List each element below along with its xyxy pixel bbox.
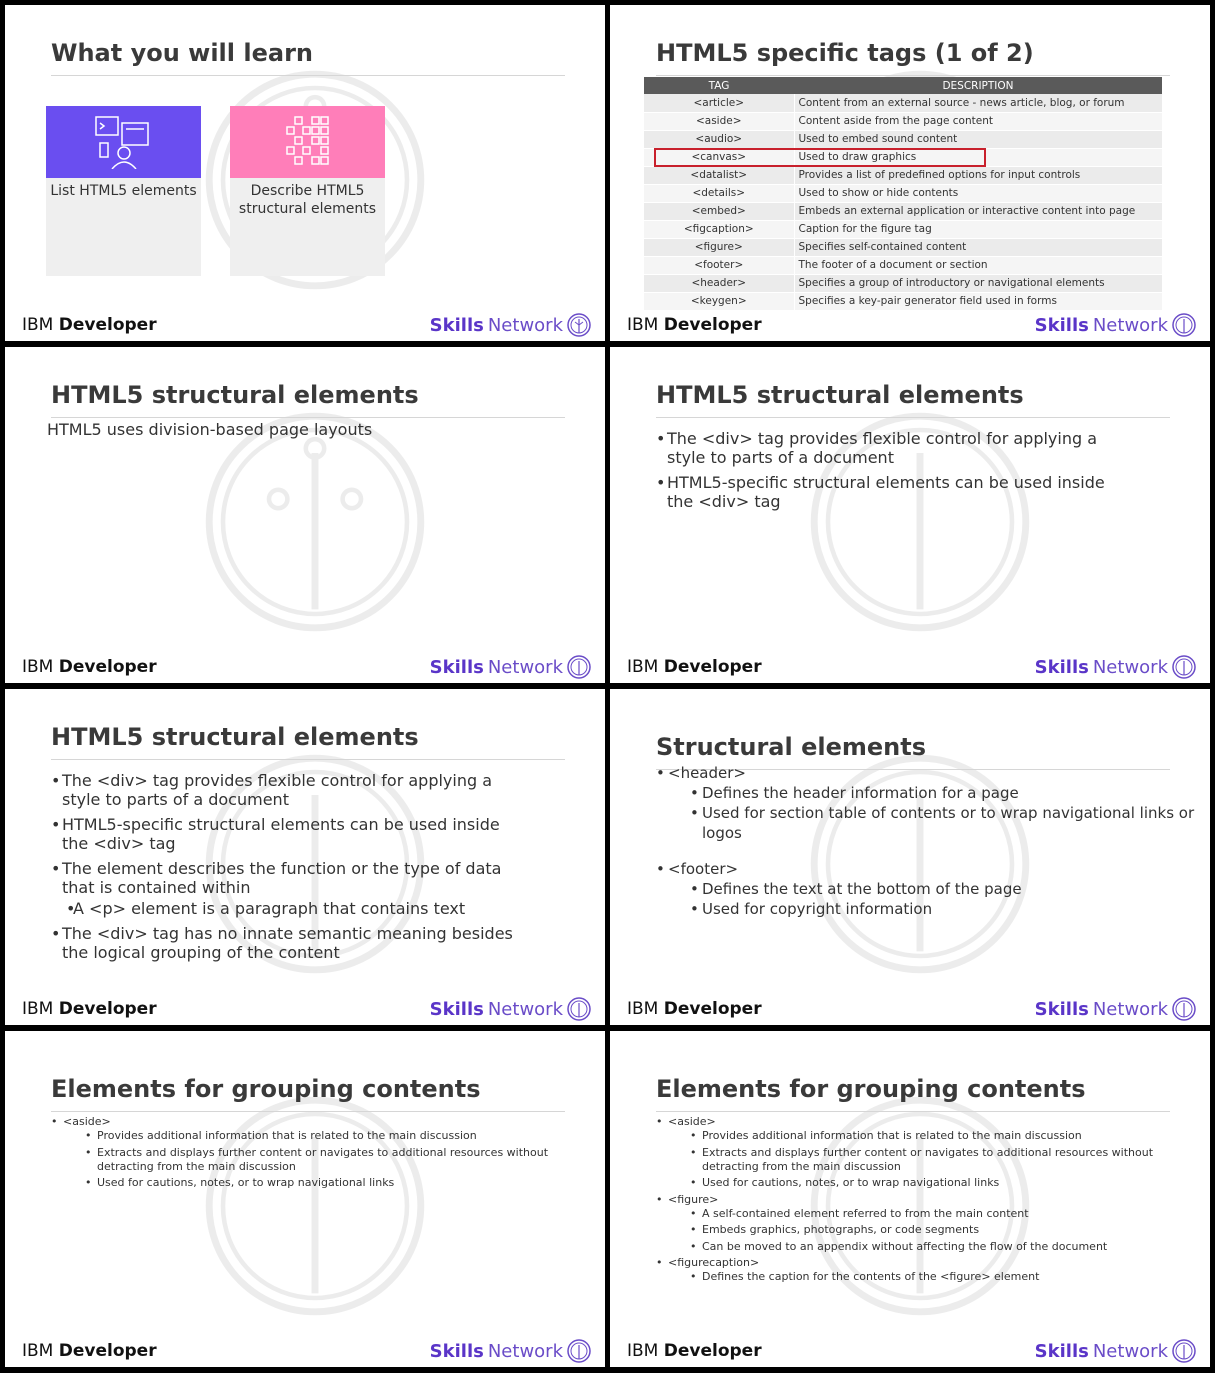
slide-title: HTML5 structural elements [51, 381, 565, 418]
tree-watermark-icon [200, 407, 430, 637]
list-sub-item: • Provides additional information that is related to the main discussion [668, 1129, 1166, 1143]
list-sub-item: • Defines the header information for a page [668, 783, 1196, 803]
bullet-list [656, 429, 1136, 517]
description-cell: Used to draw graphics [794, 148, 1162, 166]
tags-table [644, 77, 1162, 311]
description-cell: Used to show or hide contents [794, 184, 1162, 202]
table-row [644, 94, 1162, 112]
tag-cell: <embed> [644, 202, 794, 220]
slide-grouping-contents-aside[interactable] [5, 1031, 605, 1367]
ibm-developer-logo: IBM Developer [627, 657, 762, 677]
bullet-list [656, 763, 1196, 935]
structure-blocks-icon [281, 115, 335, 169]
skills-network-logo: Skills Network [430, 655, 591, 679]
tree-logo-icon [1172, 313, 1196, 337]
list-sub-item: • Defines the text at the bottom of the page [668, 879, 1196, 899]
list-sub-item: • Defines the caption for the contents of the <figure> element [668, 1270, 1166, 1284]
table-row [644, 112, 1162, 130]
description-cell: Provides a list of predefined options for input controls [794, 166, 1162, 184]
tree-logo-icon [567, 997, 591, 1021]
table-row [644, 166, 1162, 184]
description-cell: Used to embed sound content [794, 130, 1162, 148]
bullet-list [51, 1115, 561, 1193]
card-label: List HTML5 elements [50, 183, 197, 199]
skills-network-logo: Skills Network [430, 997, 591, 1021]
ibm-developer-logo: IBM Developer [22, 315, 157, 335]
tag-cell: <details> [644, 184, 794, 202]
table-header-description: DESCRIPTION [794, 77, 1162, 94]
list-item: • The <div> tag provides flexible control for applying a style to parts of a document [656, 429, 1136, 467]
tree-logo-icon [1172, 1339, 1196, 1363]
list-item: • The <div> tag has no innate semantic meaning besides the logical grouping of the content [51, 924, 531, 962]
description-cell: Embeds an external application or interactive content into page [794, 202, 1162, 220]
slide-title: HTML5 structural elements [51, 723, 565, 760]
slide-what-you-will-learn[interactable] [5, 5, 605, 341]
slide-body-text: HTML5 uses division-based page layouts [47, 420, 373, 439]
tree-logo-icon [567, 1339, 591, 1363]
slide-title: HTML5 specific tags (1 of 2) [656, 39, 1170, 76]
list-sub-item: • A <p> element is a paragraph that contains text [51, 899, 531, 918]
list-item: • <footer> • Defines the text at the bottom of the page • Used for copyright information [656, 859, 1196, 919]
ibm-developer-logo: IBM Developer [22, 1341, 157, 1361]
skills-network-logo: Skills Network [1035, 997, 1196, 1021]
tree-logo-icon [567, 655, 591, 679]
table-row [644, 202, 1162, 220]
description-cell: Specifies self-contained content [794, 238, 1162, 256]
slide-title: What you will learn [51, 39, 565, 76]
table-row [644, 292, 1162, 310]
list-sub-item: • Used for section table of contents or to wrap navigational links or logos [668, 803, 1196, 843]
table-row [644, 130, 1162, 148]
list-sub-item: • Embeds graphics, photographs, or code segments [668, 1223, 1166, 1237]
skills-network-logo: Skills Network [430, 1339, 591, 1363]
description-cell: Content from an external source - news article, blog, or forum [794, 94, 1162, 112]
table-row [644, 220, 1162, 238]
tag-cell: <audio> [644, 130, 794, 148]
slide-structural-elements-detail[interactable] [5, 689, 605, 1025]
tag-cell: <header> [644, 274, 794, 292]
list-item: • <aside> • Provides additional information that is related to the main discussion • Extracts and displays further content or navigates to additional resources without detracting from the main discussion • Used for cautions, notes, or to wrap navigational links [656, 1115, 1166, 1190]
description-cell: Specifies a group of introductory or navigational elements [794, 274, 1162, 292]
slide-title: Elements for grouping contents [51, 1075, 565, 1112]
ibm-developer-logo: IBM Developer [22, 657, 157, 677]
tag-cell: <canvas> [644, 148, 794, 166]
card-label: Describe HTML5 structural elements [238, 183, 377, 217]
bullet-list [656, 1115, 1166, 1287]
list-sub-item: • Used for cautions, notes, or to wrap navigational links [668, 1176, 1166, 1190]
tag-cell: <datalist> [644, 166, 794, 184]
slide-title: HTML5 structural elements [656, 381, 1170, 418]
list-item: • <figurecaption> • Defines the caption for the contents of the <figure> element [656, 1256, 1166, 1284]
slide-html5-specific-tags[interactable] [610, 5, 1210, 341]
list-sub-item: • Provides additional information that is related to the main discussion [63, 1129, 561, 1143]
description-cell: Specifies a key-pair generator field used in forms [794, 292, 1162, 310]
slide-structural-elements-header-footer[interactable] [610, 689, 1210, 1025]
list-sub-item: • Can be moved to an appendix without affecting the flow of the document [668, 1240, 1166, 1254]
ibm-developer-logo: IBM Developer [627, 1341, 762, 1361]
list-item: • The element describes the function or the type of data that is contained within [51, 859, 531, 897]
tree-logo-icon [1172, 997, 1196, 1021]
list-sub-item: • Extracts and displays further content or navigates to additional resources without detracting from the main discussion [668, 1146, 1166, 1174]
tree-logo-icon [1172, 655, 1196, 679]
ibm-developer-logo: IBM Developer [627, 315, 762, 335]
table-row [644, 238, 1162, 256]
tag-cell: <aside> [644, 112, 794, 130]
tag-cell: <footer> [644, 256, 794, 274]
slide-title: Elements for grouping contents [656, 1075, 1170, 1112]
slide-structural-elements-intro[interactable] [5, 347, 605, 683]
learning-card-describe-structural [230, 106, 385, 276]
bullet-list [51, 771, 531, 968]
learning-card-list-elements [46, 106, 201, 276]
tag-cell: <figcaption> [644, 220, 794, 238]
list-sub-item: • Used for cautions, notes, or to wrap navigational links [63, 1176, 561, 1190]
skills-network-logo: Skills Network [1035, 1339, 1196, 1363]
skills-network-logo: Skills Network [1035, 313, 1196, 337]
skills-network-logo: Skills Network [430, 313, 591, 337]
list-item: • HTML5-specific structural elements can be used inside the <div> tag [656, 473, 1136, 511]
description-cell: Content aside from the page content [794, 112, 1162, 130]
list-item: • <aside> • Provides additional information that is related to the main discussion • Extracts and displays further content or navigates to additional resources without detracting from the main discussion • Used for cautions, notes, or to wrap navigational links [51, 1115, 561, 1190]
tree-logo-icon [567, 313, 591, 337]
list-item: • <figure> • A self-contained element referred to from the main content • Embeds graphics, photographs, or code segments • Can be moved to an appendix without affecting the flow of the document [656, 1193, 1166, 1254]
description-cell: Caption for the figure tag [794, 220, 1162, 238]
canvas-row-highlight [654, 148, 986, 167]
list-sub-item: • Used for copyright information [668, 899, 1196, 919]
skills-network-logo: Skills Network [1035, 655, 1196, 679]
tag-cell: <keygen> [644, 292, 794, 310]
table-header-tag: TAG [644, 77, 794, 94]
slide-title: Structural elements [656, 733, 1170, 770]
list-item: • <header> • Defines the header information for a page • Used for section table of contents or to wrap navigational links or logos [656, 763, 1196, 843]
ibm-developer-logo: IBM Developer [22, 999, 157, 1019]
tag-cell: <article> [644, 94, 794, 112]
list-item: • The <div> tag provides flexible control for applying a style to parts of a document [51, 771, 531, 809]
ibm-developer-logo: IBM Developer [627, 999, 762, 1019]
table-row [644, 256, 1162, 274]
developer-screen-icon [94, 115, 154, 169]
slide-structural-elements-div[interactable] [610, 347, 1210, 683]
table-row [644, 274, 1162, 292]
list-item: • HTML5-specific structural elements can be used inside the <div> tag [51, 815, 531, 853]
tag-cell: <figure> [644, 238, 794, 256]
list-sub-item: • A self-contained element referred to from the main content [668, 1207, 1166, 1221]
table-row [644, 184, 1162, 202]
list-sub-item: • Extracts and displays further content or navigates to additional resources without detracting from the main discussion [63, 1146, 561, 1174]
slide-grouping-contents-full[interactable] [610, 1031, 1210, 1367]
description-cell: The footer of a document or section [794, 256, 1162, 274]
